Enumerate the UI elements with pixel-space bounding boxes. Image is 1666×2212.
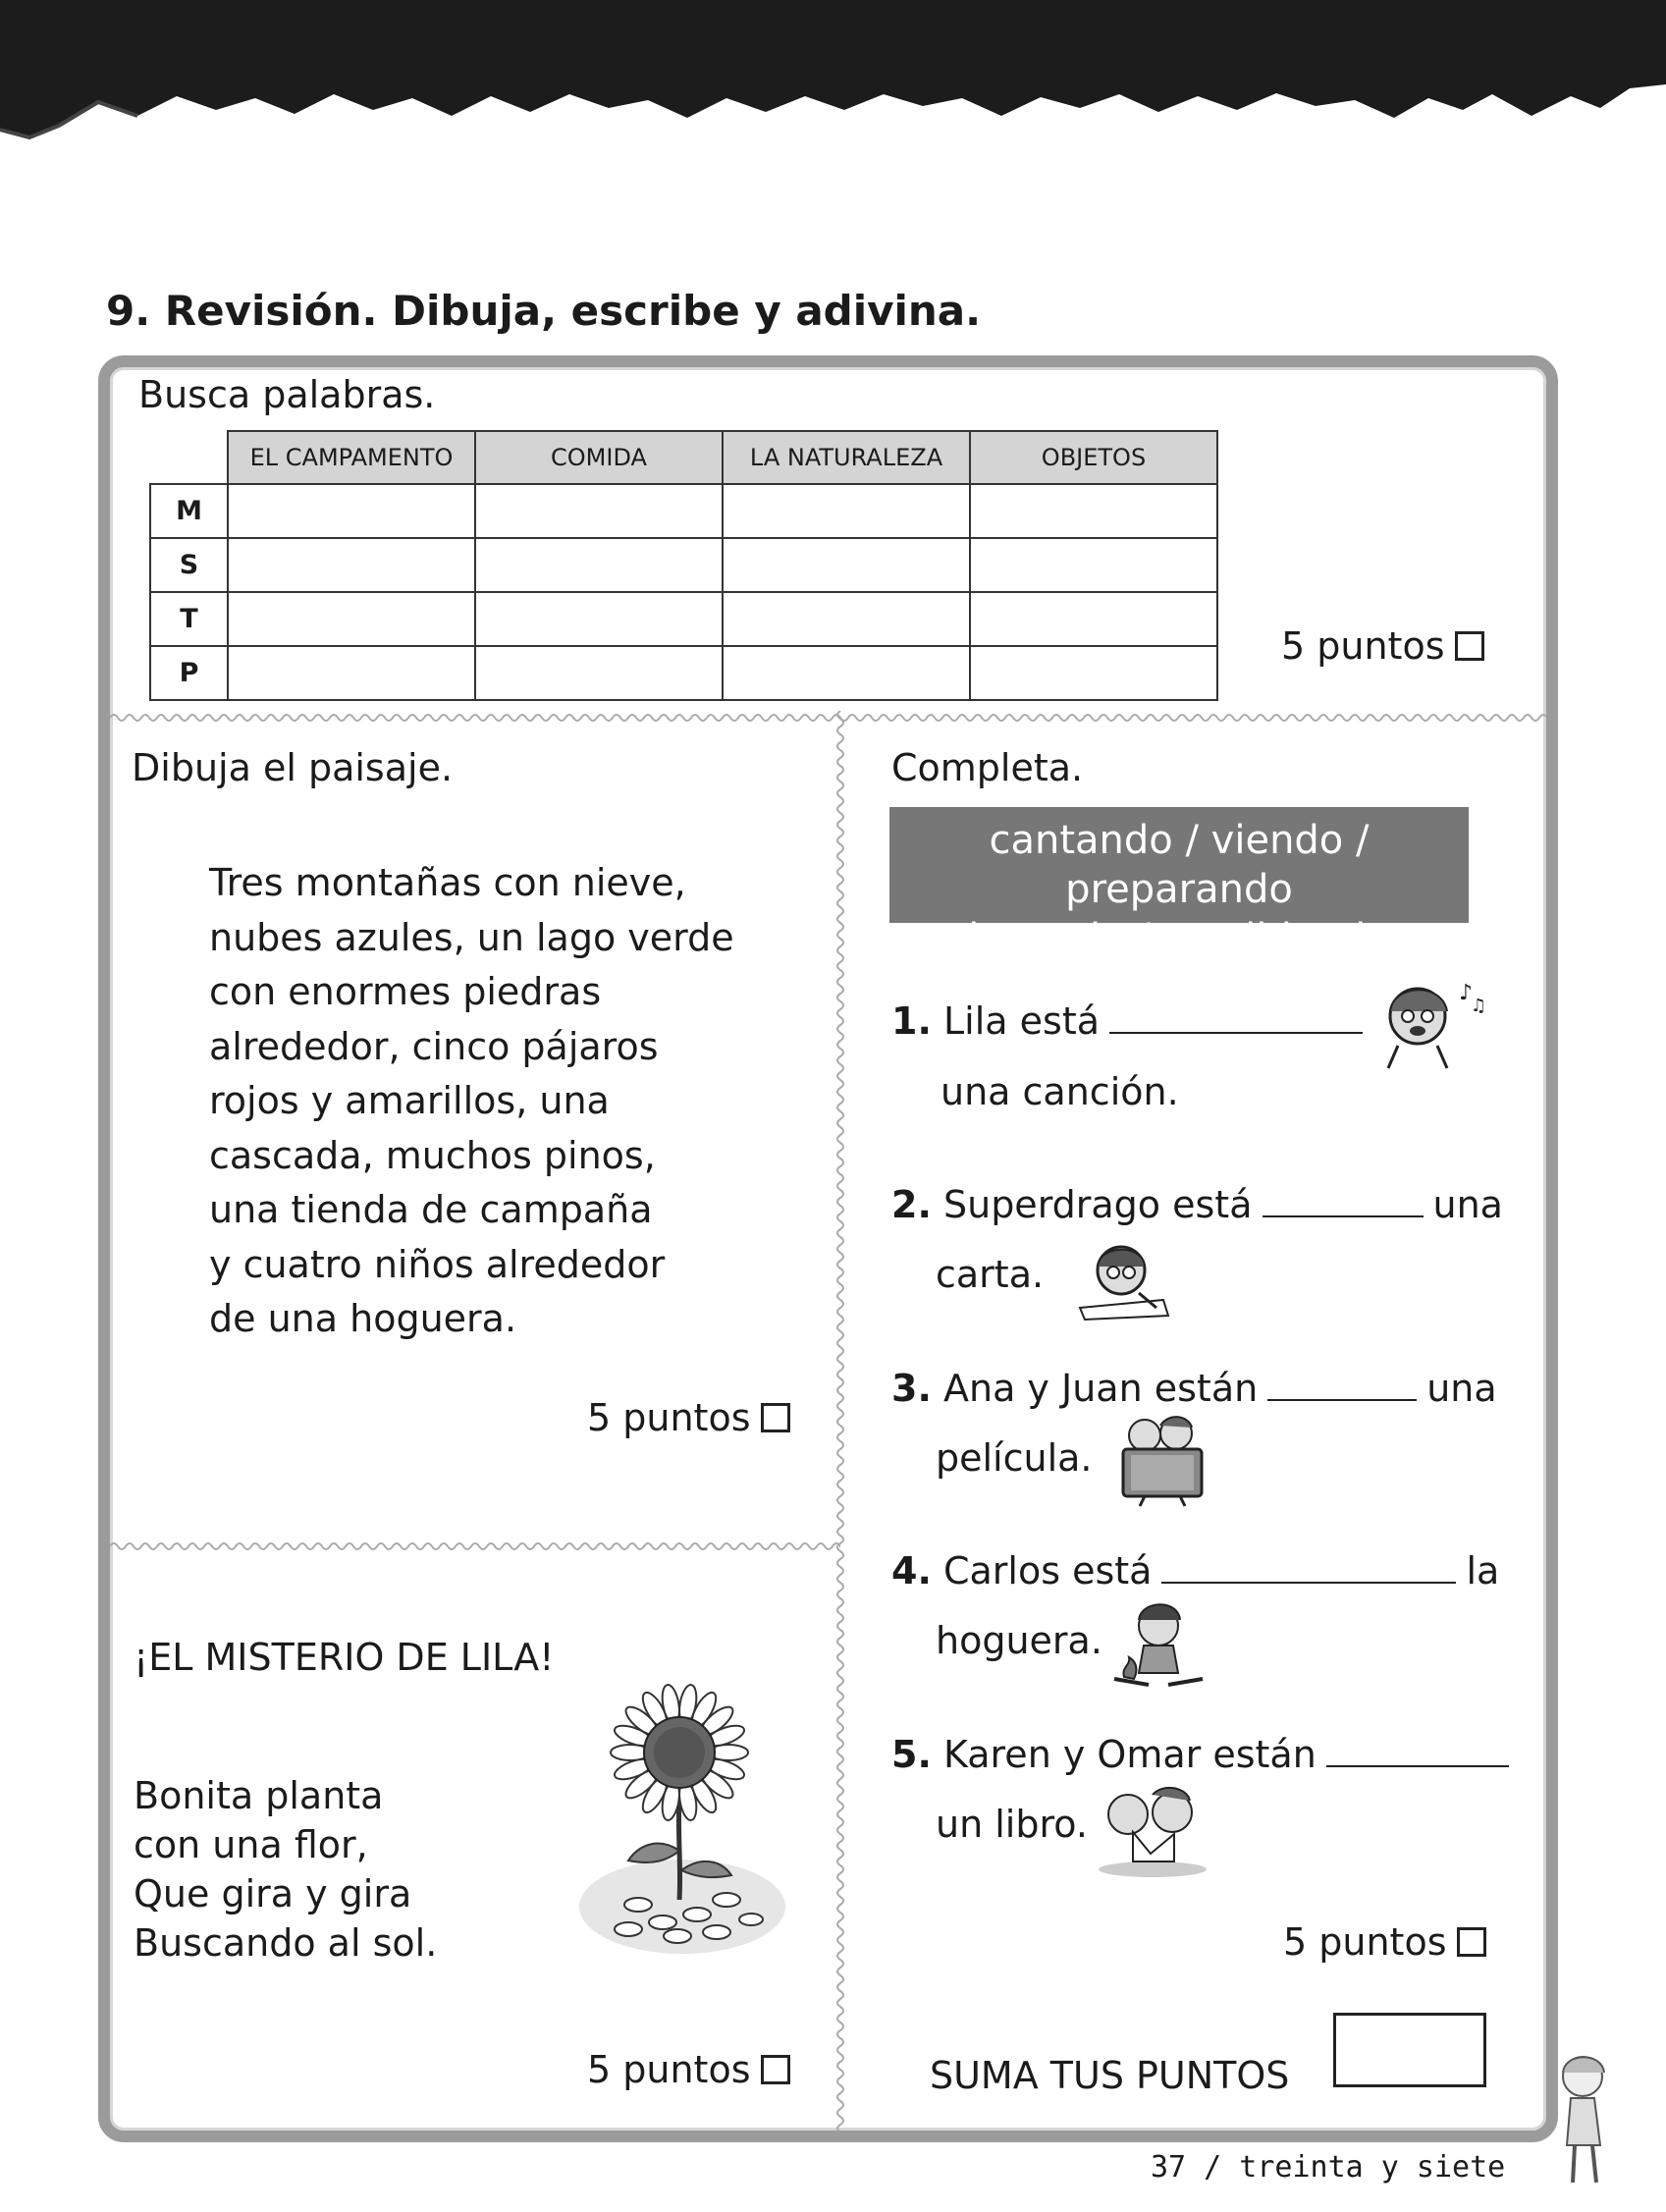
text-line: Tres montañas con nieve,: [209, 861, 686, 904]
torn-paper-header: [0, 0, 1666, 167]
text-line: cascada, muchos pinos,: [209, 1133, 656, 1177]
answer-cell[interactable]: [723, 484, 970, 538]
points-label: 5 puntos: [587, 1396, 751, 1439]
answer-cell[interactable]: [970, 592, 1217, 646]
mystery-riddle: [134, 1771, 437, 1968]
text-line: nubes azules, un lago verde: [209, 915, 734, 959]
item-text-after: una: [1432, 1183, 1503, 1226]
text-line: rojos y amarillos, una: [209, 1079, 610, 1122]
exercise-item-3: [891, 1367, 1497, 1410]
exercise-item-5: [891, 1733, 1519, 1776]
answer-cell[interactable]: [475, 592, 723, 646]
complete-title: Completa.: [891, 746, 1084, 789]
text-line: Que gira y gira: [134, 1872, 412, 1915]
table-row: [150, 592, 1217, 646]
divider-vertical: [833, 711, 847, 2131]
sum-label: SUMA TUS PUNTOS: [930, 2054, 1290, 2097]
answer-blank[interactable]: [1267, 1398, 1417, 1401]
text-line: Buscando al sol.: [134, 1921, 438, 1965]
column-header: LA NATURALEZA: [723, 431, 970, 484]
word-bank-line: leyendo / escribiendo: [968, 916, 1390, 961]
page-footer: 37 / treinta y siete: [1151, 2150, 1506, 2185]
divider-horizontal-top: [110, 711, 1546, 725]
text-line: una tienda de campaña: [209, 1188, 653, 1231]
kids-watching-tv-icon: [1115, 1414, 1213, 1507]
answer-cell[interactable]: [970, 646, 1217, 700]
svg-text:♫: ♫: [1471, 996, 1486, 1016]
answer-cell[interactable]: [723, 538, 970, 592]
answer-cell[interactable]: [228, 538, 475, 592]
item-number: 2.: [891, 1183, 932, 1226]
answer-blank[interactable]: [1161, 1581, 1456, 1584]
draw-title: Dibuja el paisaje.: [132, 746, 454, 789]
exercise-item-1: [891, 999, 1372, 1043]
mystery-title: ¡EL MISTERIO DE LILA!: [134, 1636, 555, 1679]
points-checkbox[interactable]: [1457, 1927, 1486, 1957]
answer-blank[interactable]: [1109, 1031, 1363, 1034]
points-checkbox[interactable]: [1455, 631, 1484, 661]
item-continuation: hoguera.: [936, 1619, 1102, 1662]
table-row: [150, 484, 1217, 538]
exercise-item-2: [891, 1183, 1503, 1226]
answer-blank[interactable]: [1263, 1214, 1424, 1217]
item-text: Ana y Juan están: [942, 1367, 1259, 1410]
item-text-after: la: [1466, 1549, 1500, 1592]
exercise-item-4: [891, 1549, 1499, 1592]
item-text: Lila está: [942, 999, 1100, 1043]
wordsearch-points: [1281, 624, 1484, 668]
column-header: EL CAMPAMENTO: [228, 431, 475, 484]
draw-points: [587, 1396, 790, 1439]
answer-cell[interactable]: [475, 538, 723, 592]
text-line: de una hoguera.: [209, 1297, 517, 1340]
svg-text:♪: ♪: [1459, 981, 1474, 1005]
item-continuation: un libro.: [936, 1803, 1088, 1846]
text-line: con enormes piedras: [209, 970, 602, 1013]
answer-cell[interactable]: [970, 538, 1217, 592]
item-continuation: película.: [936, 1436, 1093, 1480]
row-letter: S: [150, 538, 228, 592]
wordsearch-table: [149, 430, 1218, 701]
row-letter: M: [150, 484, 228, 538]
item-number: 4.: [891, 1549, 932, 1592]
girl-singing-icon: [1369, 972, 1486, 1070]
item-text: Superdrago está: [942, 1183, 1253, 1226]
points-checkbox[interactable]: [761, 2055, 790, 2084]
draw-description: [209, 856, 734, 1347]
points-label: 5 puntos: [1283, 1920, 1447, 1964]
points-label: 5 puntos: [587, 2048, 751, 2091]
corner-cell: [150, 431, 228, 484]
answer-cell[interactable]: [475, 646, 723, 700]
exercise-title: 9. Revisión. Dibuja, escribe y adivina.: [106, 287, 982, 335]
column-header: COMIDA: [475, 431, 723, 484]
points-checkbox[interactable]: [761, 1403, 790, 1432]
item-number: 3.: [891, 1367, 932, 1410]
sunflower-icon: [569, 1679, 795, 1964]
text-line: y cuatro niños alrededor: [209, 1242, 666, 1286]
wordsearch-title: Busca palabras.: [138, 373, 436, 416]
column-header: OBJETOS: [970, 431, 1217, 484]
item-text: Carlos está: [942, 1549, 1153, 1592]
total-points-box[interactable]: [1333, 2013, 1486, 2087]
item-number: 1.: [891, 999, 932, 1043]
table-row: [150, 646, 1217, 700]
answer-cell[interactable]: [228, 592, 475, 646]
text-line: con una flor,: [134, 1823, 368, 1866]
item-number: 5.: [891, 1733, 932, 1776]
word-bank-line: cantando / viendo / preparando: [989, 818, 1370, 912]
boy-writing-icon: [1070, 1239, 1178, 1322]
item-continuation: carta.: [936, 1253, 1045, 1296]
text-line: alrededor, cinco pájaros: [209, 1024, 659, 1068]
answer-cell[interactable]: [228, 646, 475, 700]
table-row: [150, 538, 1217, 592]
answer-cell[interactable]: [723, 646, 970, 700]
word-bank: [889, 807, 1469, 961]
answer-cell[interactable]: [970, 484, 1217, 538]
kids-reading-icon: [1094, 1783, 1211, 1877]
item-continuation: una canción.: [940, 1070, 1179, 1113]
answer-cell[interactable]: [228, 484, 475, 538]
mystery-points: [587, 2048, 790, 2091]
text-line: Bonita planta: [134, 1774, 384, 1817]
complete-points: [1283, 1920, 1486, 1964]
boy-campfire-icon: [1109, 1598, 1208, 1689]
answer-cell[interactable]: [723, 592, 970, 646]
divider-horizontal-left: [110, 1539, 840, 1553]
item-text: Karen y Omar están: [942, 1733, 1317, 1776]
girl-mascot-icon: [1549, 2047, 1618, 2189]
answer-cell[interactable]: [475, 484, 723, 538]
points-label: 5 puntos: [1281, 624, 1445, 668]
row-letter: T: [150, 592, 228, 646]
row-letter: P: [150, 646, 228, 700]
item-text-after: una: [1426, 1367, 1497, 1410]
answer-blank[interactable]: [1326, 1764, 1509, 1767]
